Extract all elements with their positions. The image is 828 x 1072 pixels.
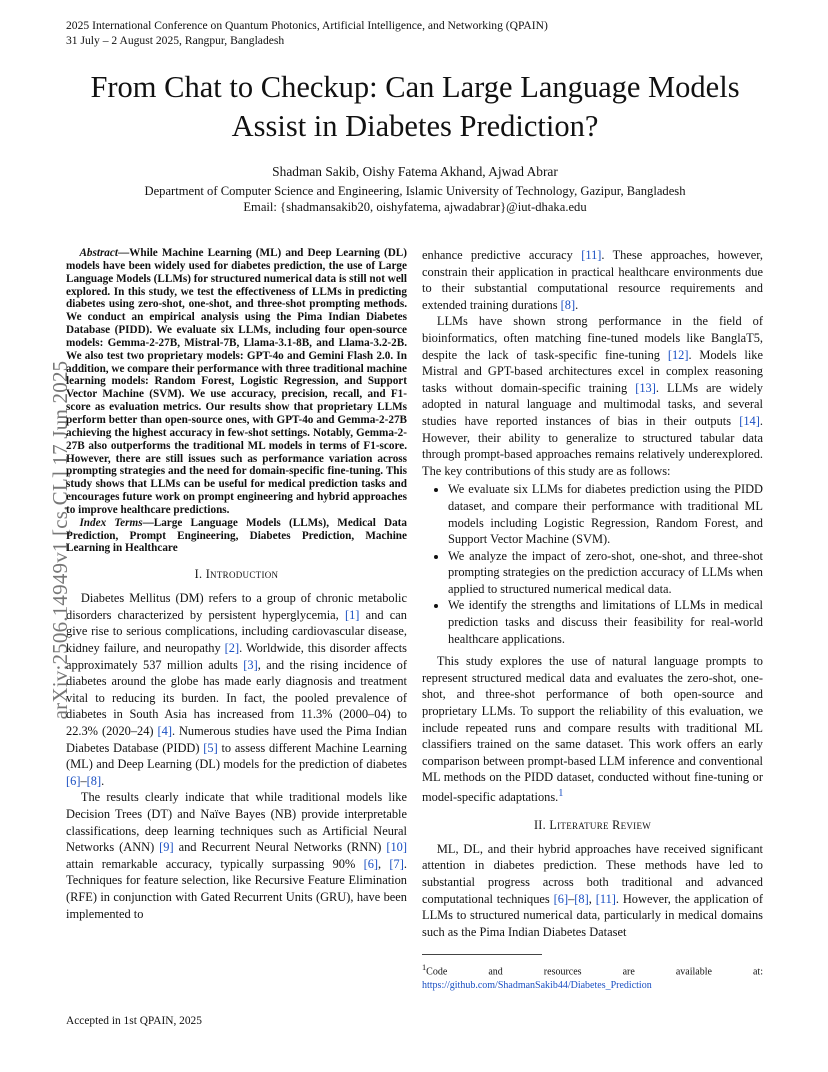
paragraph-text: and Recurrent Neural Networks (RNN) bbox=[173, 840, 387, 855]
paragraph-text: . Techniques for feature selection, like Recursive Feature Elimination (RFE) in conjunction with Gated Recurrent Units (GRU), have been implemented to bbox=[66, 856, 407, 921]
intro-paragraph-1 bbox=[66, 590, 407, 789]
arxiv-stamp: arXiv:2506.14949v1 [cs.CL] 17 Jun 2025 bbox=[48, 360, 72, 720]
paragraph-text: . LLMs are widely adopted in natural language and multimodal tasks, and several studies have reported instances of bias in their outputs bbox=[422, 380, 763, 428]
citation-link[interactable]: [8] bbox=[574, 891, 589, 906]
citation-link[interactable]: [6] bbox=[363, 856, 379, 871]
citation-link[interactable]: [13] bbox=[635, 380, 656, 395]
literature-paragraph-1 bbox=[422, 841, 763, 941]
paragraph-text: LLMs have shown strong performance in the field of bioinformatics, often matching fine-tuned models like BanglaT5, despite the lack of task-specific fine-tuning bbox=[422, 314, 763, 362]
citation-link[interactable]: [9] bbox=[159, 840, 174, 855]
citation-link[interactable]: [2] bbox=[224, 641, 240, 656]
abstract-text: —While Machine Learning (ML) and Deep Learning (DL) models have been widely used for diabetes prediction, the use of Large Language Models (LLMs) for structured numerical data is still not well explored. In this study, we test the effectiveness of LLMs in predicting diabetes using zero-shot, one-shot, and three-shot prompting methods. We conduct an empirical analysis using the Pima Indian Diabetes Database (PIDD). We evaluate six LLMs, including four open-source models: Gemma-2-27B, Mistral-7B, Llama-3.1-8B, and Llama-3.2-2B. We also test two proprietary models: GPT-4o and Gemini Flash 2.0. In addition, we compare their performance with three traditional machine learning models: Random Forest, Logistic Regression, and Support Vector Machine (SVM). We use accuracy, precision, recall, and F1-score as evaluation metrics. Our results show that proprietary LLMs perform better than open-source ones, with GPT-4o and Gemma-2-27B achieving the highest accuracy in few-shot settings. Notably, Gemma-2-27B also outperforms the traditional ML models in terms of F1-score. However, there are still issues such as performance variation across prompting strategies and the need for domain-specific fine-tuning. This study shows that LLMs can be useful for medical prediction tasks and encourages future work on prompt engineering and hybrid approaches to improve healthcare predictions. bbox=[66, 247, 407, 516]
citation-link[interactable]: [10] bbox=[386, 840, 407, 855]
left-column bbox=[66, 247, 407, 922]
citation-link[interactable]: [6] bbox=[553, 891, 569, 906]
conference-header bbox=[66, 18, 548, 48]
intro-paragraph-5: This study explores the use of natural language prompts to represent structured medical data and evaluates the zero-shot, one-shot, and three-shot performance of both open-source and proprietary LLMs. To support the reliability of this evaluation, we include repeated runs and compare results with traditional ML classifiers trained on the same dataset. This work offers an early comparison between prompt-based LLM inference and conventional ML methods on the PIDD dataset, conducted without fine-tuning or model-specific adaptations.$^1$ bbox=[422, 654, 763, 805]
right-column bbox=[422, 247, 763, 992]
abstract bbox=[66, 247, 407, 517]
citation-link[interactable]: [1] bbox=[344, 607, 360, 622]
conference-name: 2025 International Conference on Quantum Photonics, Artificial Intelligence, and Networking (QPAIN) bbox=[66, 19, 548, 32]
footnote-marker[interactable]: 1 bbox=[558, 788, 564, 799]
paragraph-text: . bbox=[101, 773, 105, 788]
index-terms bbox=[66, 517, 407, 556]
citation-link[interactable]: [6] bbox=[66, 773, 81, 788]
affiliation-block bbox=[70, 183, 760, 215]
intro-paragraph-4 bbox=[422, 313, 763, 479]
footnote-divider bbox=[422, 954, 542, 955]
citation-link[interactable]: [12] bbox=[667, 347, 689, 362]
footnote: $^1$Code and resources are available at: https://github.com/ShadmanSakib44/Diabetes_Prediction bbox=[422, 963, 763, 991]
contributions-list bbox=[422, 481, 763, 647]
paragraph-text: The results clearly indicate that while traditional models like Decision Trees (DT) and Naïve Bayes (NB) provide interpretable classifications, deep learning techniques such as Artificial Neural Networks (ANN) bbox=[66, 790, 407, 855]
intro-paragraph-2 bbox=[66, 789, 407, 922]
citation-link[interactable]: [8] bbox=[86, 773, 102, 788]
citation-link[interactable]: [11] bbox=[595, 891, 616, 906]
paragraph-text: , and the rising incidence of diabetes around the globe has made early diagnosis and treatment vital to reducing its burden. In fact, the pooled prevalence of diabetes in South Asia has increased from 11.3% (2000–04) to 22.3% (2020–24) bbox=[66, 657, 407, 738]
abstract-label: Abstract bbox=[79, 247, 118, 259]
paragraph-text: and can give rise to serious complications, including cardiovascular disease, kidney failure, and neuropathy bbox=[66, 607, 407, 656]
citation-link[interactable]: [14] bbox=[739, 413, 760, 428]
paragraph-text: enhance predictive accuracy bbox=[422, 248, 582, 262]
paragraph-text: , bbox=[378, 856, 390, 871]
conference-dates: 31 July – 2 August 2025, Rangpur, Bangladesh bbox=[66, 34, 285, 47]
paragraph-text: – bbox=[80, 773, 87, 788]
paragraph-text: . Models like Mistral and GPT-based architectures excel in complex reasoning tasks without domain-specific training bbox=[422, 347, 764, 395]
paragraph-text: , bbox=[588, 891, 596, 906]
section-heading-introduction: I. Introduction bbox=[194, 567, 279, 582]
list-item: • We identify the strengths and limitations of LLMs in medical prediction tasks and discuss their feasibility for real-world healthcare applications. bbox=[448, 597, 763, 647]
index-terms-text: —Large Language Models (LLMs), Medical Data Prediction, Prompt Engineering, Diabetes Prediction, Machine Learning in Healthcare bbox=[66, 516, 407, 555]
footnote-link[interactable]: https://github.com/ShadmanSakib44/Diabetes_Prediction bbox=[422, 979, 652, 991]
intro-paragraph-3 bbox=[422, 247, 763, 313]
citation-link[interactable]: [4] bbox=[157, 724, 172, 738]
paragraph-text: – bbox=[568, 891, 575, 906]
paragraph-text: Diabetes Mellitus (DM) refers to a group of chronic metabolic disorders characterized by persistent hyperglycemia, bbox=[66, 591, 407, 622]
paragraph-text: . Worldwide, this disorder affects approximately 537 million adults bbox=[66, 641, 407, 672]
citation-link[interactable]: [8] bbox=[560, 297, 576, 312]
affiliation: Department of Computer Science and Engineering, Islamic University of Technology, Gazipur, Bangladesh bbox=[144, 184, 686, 198]
email: Email: {shadmansakib20, oishyfatema, ajwadabrar}@iut-dhaka.edu bbox=[243, 200, 587, 214]
paragraph-text: to assess different Machine Learning (ML) and Deep Learning (DL) models for the prediction of diabetes bbox=[66, 740, 407, 772]
paragraph-text: attain remarkable accuracy, typically surpassing 90% bbox=[66, 856, 364, 871]
footer-note: Accepted in 1st QPAIN, 2025 bbox=[66, 1015, 202, 1027]
paper-title: From Chat to Checkup: Can Large Language Models Assist in Diabetes Prediction? bbox=[90, 70, 740, 143]
authors: Shadman Sakib, Oishy Fatema Akhand, Ajwad Abrar bbox=[272, 164, 558, 179]
citation-link[interactable]: [3] bbox=[243, 657, 258, 672]
paragraph-text: . bbox=[575, 297, 579, 312]
citation-link[interactable]: [11] bbox=[581, 248, 602, 262]
paragraph-text: . Numerous studies have used the Pima Indian Diabetes Database (PIDD) bbox=[66, 724, 407, 755]
paragraph-text: ML, DL, and their hybrid approaches have received significant attention in diabetes prediction. These methods have led to substantial progress across both traditional and advanced computational techniques bbox=[422, 841, 763, 906]
list-item: • We evaluate six LLMs for diabetes prediction using the PIDD dataset, and compare their performance with traditional ML models including Logistic Regression, Random Forest, and Support Vector Machine (SVM). bbox=[448, 481, 763, 547]
paragraph-text: . However, their ability to generalize to structured tabular data through prompt-based approaches remains relatively underexplored. The key contributions of this study are as follows: bbox=[422, 413, 763, 478]
section-heading-literature-review: II. Literature Review bbox=[533, 817, 652, 832]
paragraph-text: . These approaches, however, constrain their application in practical healthcare environments due to their substantial computational resource requirements and extended training durations bbox=[422, 248, 763, 312]
paragraph-text: . However, the application of LLMs to structured numerical data, particularly in medical domains such as the Pima Indian Diabetes Dataset bbox=[422, 891, 763, 939]
citation-link[interactable]: [7] bbox=[389, 856, 404, 871]
citation-link[interactable]: [5] bbox=[203, 740, 218, 755]
index-terms-label: Index Terms bbox=[79, 516, 143, 529]
list-item: • We analyze the impact of zero-shot, one-shot, and three-shot prompting strategies on the prediction accuracy of LLMs when applied to structured numerical medical data. bbox=[448, 548, 763, 598]
